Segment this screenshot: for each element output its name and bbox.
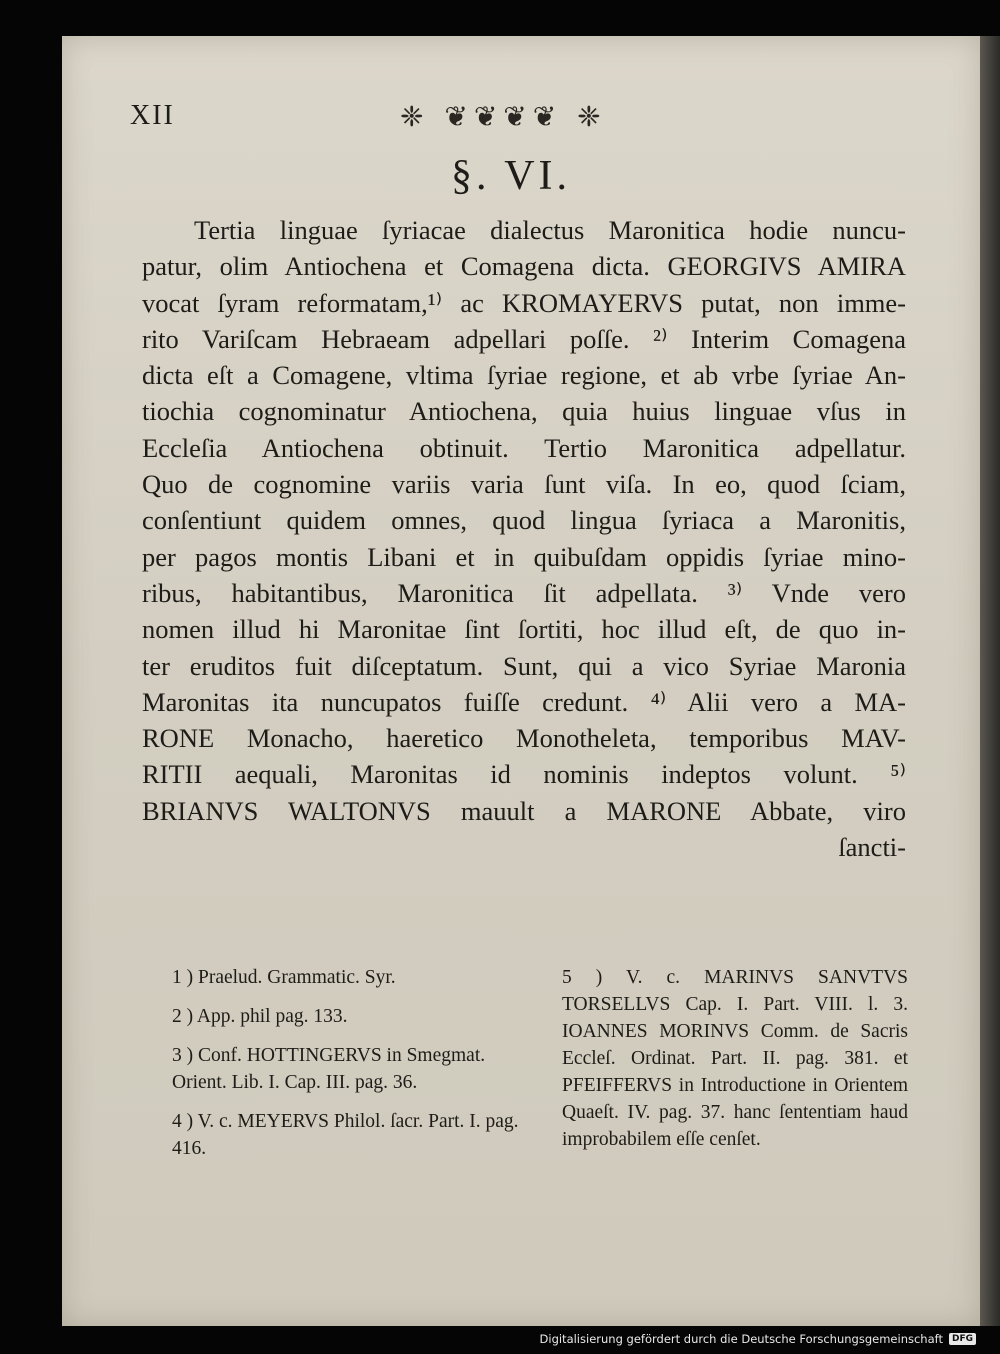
body-line: vocat ſyram reformatam,¹⁾ ac KROMAYERVS putat, non imme- [142, 287, 906, 318]
body-line: per pagos montis Libani et in quibuſdam oppidis ſyriae mino- [142, 541, 906, 572]
body-line: tiochia cognominatur Antiochena, quia huius linguae vſus in [142, 396, 906, 427]
footnotes-left [172, 964, 542, 1174]
dfg-logo-icon: DFG [949, 1333, 976, 1345]
footnote: 4 ) V. c. MEYERVS Philol. ſacr. Part. I. pag. 416. [172, 1111, 519, 1159]
body-line: ribus, habitantibus, Maronitica ſit adpellata. ³⁾ Vnde vero [142, 577, 906, 608]
body-line: patur, olim Antiochena et Comagena dicta. GEORGIVS AMIRA [142, 251, 906, 282]
scanned-page [62, 36, 980, 1326]
body-line: Tertia linguae ſyriacae dialectus Maronitica hodie nuncu- [194, 215, 906, 245]
body-line: rito Variſcam Hebraeam adpellari poſſe. ²⁾ Interim Comagena [142, 323, 906, 354]
body-line: ter eruditos fuit diſceptatum. Sunt, qui a vico Syriae Maronia [142, 650, 906, 681]
digitization-credit [540, 1332, 976, 1346]
body-line: Quo de cognomine variis varia ſunt viſa. In eo, quod ſciam, [142, 469, 906, 500]
body-text [142, 212, 906, 865]
header-ornament-icon: ❈ ❦❦❦❦ ❈ [400, 100, 607, 133]
body-line: BRIANVS WALTONVS mauult a MARONE Abbate, viro [142, 795, 906, 826]
footnotes-right [562, 964, 908, 1165]
body-line: conſentiunt quidem omnes, quod lingua ſyriaca a Maronitis, [142, 505, 906, 536]
footnote: 2 ) App. phil pag. 133. [172, 1006, 348, 1027]
body-line: dicta eſt a Comagene, vltima ſyriae regione, et ab vrbe ſyriae An- [142, 360, 906, 391]
page-number: XII [130, 100, 175, 131]
catchword: ſancti- [838, 832, 906, 863]
page-header [130, 100, 950, 140]
body-line: RITII aequali, Maronitas id nominis indeptos volunt. ⁵⁾ [142, 759, 906, 790]
body-line: RONE Monacho, haeretico Monotheleta, temporibus MAV- [142, 723, 906, 754]
body-line: nomen illud hi Maronitae ſint ſortiti, hoc illud eſt, de quo in- [142, 614, 906, 645]
body-line: Maronitas ita nuncupatos fuiſſe credunt. ⁴⁾ Alii vero a MA- [142, 686, 906, 717]
page-edge [980, 36, 1000, 1326]
credit-text: Digitalisierung gefördert durch die Deutsche Forschungsgemeinschaft [539, 1332, 943, 1346]
body-line: Eccleſia Antiochena obtinuit. Tertio Maronitica adpellatur. [142, 432, 906, 463]
footnote: 1 ) Praelud. Grammatic. Syr. [172, 967, 396, 988]
footnote: 5 ) V. c. MARINVS SANVTVS TORSELLVS Cap. I. Part. VIII. l. 3. IOANNES MORINVS Comm. de Sacris Eccleſ. Ordinat. Part. II. pag. 381. et PFEIFFERVS in Introductione in Orientem Quaeſt. IV. pag. 37. hanc ſententiam haud improbabilem eſſe cenſet. [562, 967, 908, 1150]
section-title: §. VI. [450, 153, 572, 199]
footnote: 3 ) Conf. HOTTINGERVS in Smegmat. Orient. Lib. I. Cap. III. pag. 36. [172, 1045, 486, 1093]
